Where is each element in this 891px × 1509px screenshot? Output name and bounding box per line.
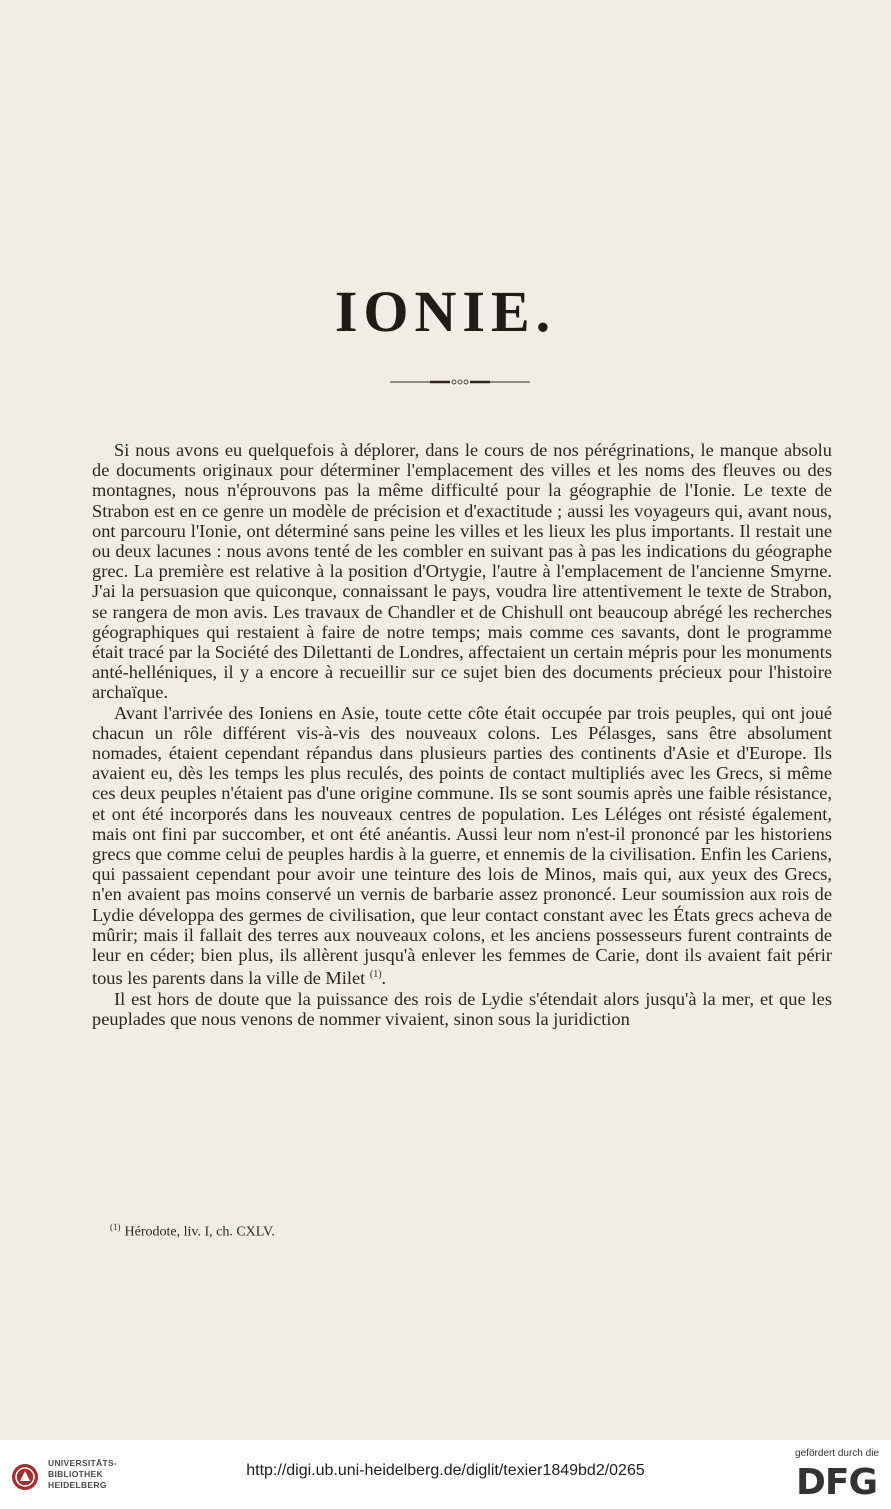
body-text (92, 440, 832, 1029)
footnote-mark: (1) (110, 1222, 121, 1232)
page-title: IONIE. (334, 279, 557, 344)
library-line: HEIDELBERG (48, 1480, 107, 1490)
dfg-logo: DFG (795, 1462, 877, 1503)
footnote (110, 1222, 510, 1241)
footer-bar (0, 1440, 891, 1509)
paragraph-text: Avant l'arrivée des Ioniens en Asie, toute cette côte était occupée par trois peuples, qui ont joué chacun un rôle différent vis-à-vis des nouveaux colons. Les Pélasges, sans être absolument nomades, étaient cependant répandus dans plusieurs parties des continents d'Asie et d'Europe. Ils avaient eu, dès les temps les plus reculés, des points de contact multipliés avec les Grecs, si même ces deux peuples n'étaient pas d'une origine commune. Ils se sont soumis après une faible résistance, et ont été incorporés dans les nouveaux centres de population. Les Léléges ont résisté également, mais ont fini par succomber, et ont été anéantis. Aussi leur nom n'est-il prononcé par les historiens grecs que comme celui de peuples hardis à la guerre, et ennemis de la civilisation. Enfin les Cariens, qui passaient cependant pour avoir une teinture des lois de Minos, mais qui, aux yeux des Grecs, n'en avaient pas moins conservé un vernis de barbarie assez prononcé. Leur soumission aux rois de Lydie développa des germes de civilisation, que leur contact constant avec les États grecs acheva de mûrir; mais il fallait des terres aux nouveaux colons, et les anciens possesseurs furent contraints de leur en céder; bien plus, ils allèrent jusqu'à enlever les femmes de Carie, dont ils avaient fait périr tous les parents dans la ville de Milet (92, 702, 832, 989)
paragraph: Si nous avons eu quelquefois à déplorer, dans le cours de nos pérégrinations, le manque absolu de documents originaux pour déterminer l'emplacement des villes et les noms des fleuves ou des montagnes, nous n'éprouvons pas la même difficulté pour la géographie de l'Ionie. Le texte de Strabon est en ce genre un modèle de précision et d'exactitude ; aussi les voyageurs qui, avant nous, ont parcouru l'Ionie, ont déterminé sans peine les villes et les lieux les plus importants. Il restait une ou deux lacunes : nous avons tenté de les combler en suivant pas à pas les indications du géographe grec. La première est relative à la position d'Ortygie, l'autre à l'emplacement de l'ancienne Smyrne. J'ai la persuasion que quiconque, connaissant le pays, voudra lire attentivement le texte de Strabon, se rangera de mon avis. Les travaux de Chandler et de Chishull ont beaucoup abrégé les recherches géographiques qui restaient à faire de notre temps; mais comme ces savants, dont le programme était tracé par la Société des Dilettanti de Londres, affectaient un certain mépris pour les monuments anté-helléniques, il y a encore à recueillir sur ce sujet bien des documents précieux pour l'histoire archaïque. (92, 440, 832, 703)
library-line: BIBLIOTHEK (48, 1469, 103, 1479)
paragraph: Avant l'arrivée des Ioniens en Asie, toute cette côte était occupée par trois peuples, qui ont joué chacun un rôle différent vis-à-vis des nouveaux colons. Les Pélasges, sans être absolument nomades, étaient cependant répandus dans plusieurs parties des continents d'Asie et d'Europe. Ils avaient eu, dès les temps les plus reculés, des points de contact multipliés avec les Grecs, si même ces deux peuples n'étaient pas d'une origine commune. Ils se sont soumis après une faible résistance, et ont été incorporés dans les nouveaux centres de population. Les Léléges ont résisté également, mais ont fini par succomber, et ont été anéantis. Aussi leur nom n'est-il prononcé par les historiens grecs que comme celui de peuples hardis à la guerre, et ennemis de la civilisation. Enfin les Cariens, qui passaient cependant pour avoir une teinture des lois de Minos, mais qui, aux yeux des Grecs, n'en avaient pas moins conservé un vernis de barbarie assez prononcé. Leur soumission aux rois de Lydie développa des germes de civilisation, que leur contact constant avec les États grecs acheva de mûrir; mais il fallait des terres aux nouveaux colons, et les anciens possesseurs furent contraints de leur en céder; bien plus, ils allèrent jusqu'à enlever les femmes de Carie, dont ils avaient fait périr tous les parents dans la ville de Milet $^{(1)}$. (92, 702, 832, 989)
title-ornament (390, 378, 530, 386)
footnote-reference[interactable]: (1) (369, 969, 382, 981)
funded-by-label: gefördert durch die (795, 1448, 879, 1459)
source-url-link[interactable]: http://digi.ub.uni-heidelberg.de/diglit/texier1849bd2/0265 (246, 1462, 645, 1479)
footnote-text: Hérodote, liv. I, ch. CXLV. (124, 1224, 275, 1240)
paragraph: Il est hors de doute que la puissance des rois de Lydie s'étendait alors jusqu'à la mer, et que les peuplades que nous venons de nommer vivaient, sinon sous la juridiction (92, 988, 832, 1029)
library-line: UNIVERSITÄTS- (48, 1458, 118, 1468)
